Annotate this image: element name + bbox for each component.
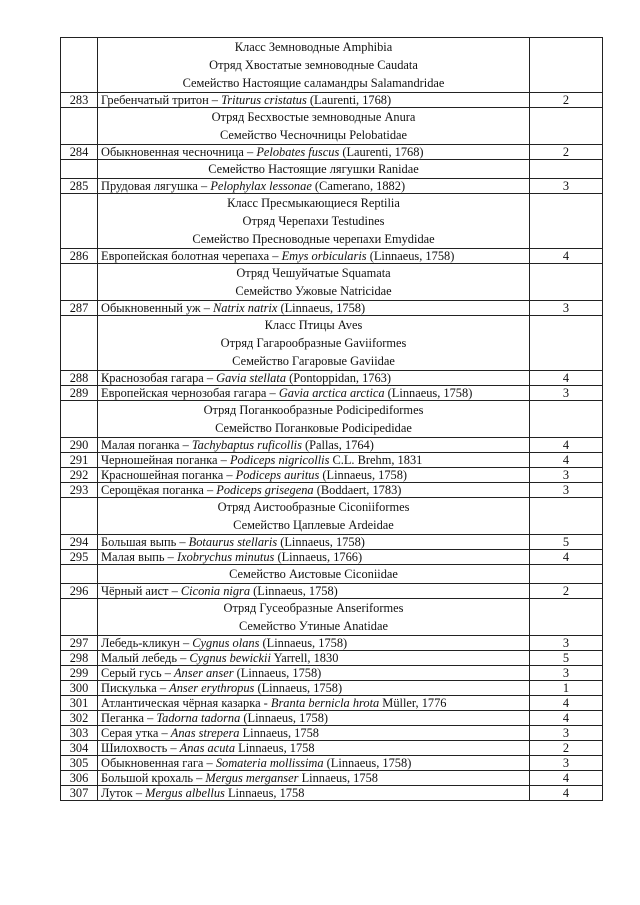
- row-number: 289: [61, 386, 98, 401]
- row-number: 291: [61, 453, 98, 468]
- taxon-line: Семейство Аистовые Ciconiidae: [229, 567, 398, 581]
- taxon-line: Отряд Чешуйчатые Squamata: [236, 266, 391, 280]
- status-category: 5: [530, 535, 603, 550]
- common-name: Пискулька –: [101, 681, 170, 695]
- common-name: Большая выпь –: [101, 535, 189, 549]
- species-name: [98, 483, 530, 498]
- latin-name: Anas acuta: [179, 741, 236, 755]
- author-citation: (Linnaeus, 1758): [319, 468, 408, 482]
- common-name: Краснозобая гагара –: [101, 371, 217, 385]
- row-number: 284: [61, 145, 98, 160]
- taxon-line: Семейство Чесночницы Pelobatidae: [219, 128, 408, 142]
- latin-name: Tachybaptus ruficollis: [191, 438, 302, 452]
- empty-cell: [530, 401, 603, 438]
- row-number: 287: [61, 301, 98, 316]
- empty-cell: [61, 194, 98, 249]
- latin-name: Branta bernicla hrota: [270, 696, 380, 710]
- status-category: 3: [530, 636, 603, 651]
- common-name: Обыкновенная чесночница –: [101, 145, 257, 159]
- author-citation: (Pallas, 1764): [301, 438, 374, 452]
- taxon-header-row: [61, 108, 603, 145]
- author-citation: (Linnaeus, 1758): [254, 681, 343, 695]
- row-number: 305: [61, 756, 98, 771]
- latin-name: Somateria mollissima: [215, 756, 324, 770]
- taxon-line: Класс Земноводные Amphibia: [234, 40, 393, 54]
- taxon-header-row: [61, 316, 603, 371]
- species-row: [61, 711, 603, 726]
- author-citation: C.L. Brehm, 1831: [329, 453, 423, 467]
- author-citation: Müller, 1776: [379, 696, 447, 710]
- latin-name: Cygnus bewickii: [189, 651, 271, 665]
- species-row: [61, 550, 603, 565]
- row-number: 286: [61, 249, 98, 264]
- empty-cell: [530, 316, 603, 371]
- taxon-header-row: [61, 599, 603, 636]
- status-category: 4: [530, 438, 603, 453]
- species-row: [61, 93, 603, 108]
- author-citation: Linnaeus, 1758: [224, 786, 305, 800]
- taxon-line: Семейство Настоящие саламандры Salamandridae: [182, 76, 445, 90]
- species-row: [61, 651, 603, 666]
- common-name: Прудовая лягушка –: [101, 179, 211, 193]
- empty-cell: [61, 498, 98, 535]
- taxon-header: [98, 264, 530, 301]
- latin-name: Gavia arctica arctica: [278, 386, 385, 400]
- taxon-header-row: [61, 401, 603, 438]
- taxon-line: Отряд Аистообразные Ciconiiformes: [217, 500, 410, 514]
- common-name: Европейская чернозобая гагара –: [101, 386, 279, 400]
- taxon-line: Семейство Пресноводные черепахи Emydidae: [192, 232, 435, 246]
- row-number: 299: [61, 666, 98, 681]
- taxon-line: Семейство Цаплевые Ardeidae: [233, 518, 394, 532]
- taxon-header: [98, 498, 530, 535]
- common-name: Луток –: [101, 786, 146, 800]
- latin-name: Podiceps nigricollis: [229, 453, 330, 467]
- author-citation: (Linnaeus, 1758): [233, 666, 322, 680]
- latin-name: Ciconia nigra: [180, 584, 251, 598]
- status-category: 3: [530, 386, 603, 401]
- common-name: Атлантическая чёрная казарка -: [101, 696, 271, 710]
- common-name: Обыкновенная гага –: [101, 756, 216, 770]
- species-row: [61, 145, 603, 160]
- taxon-line: Семейство Утиные Anatidae: [239, 619, 388, 633]
- taxon-line: Отряд Поганкообразные Podicipediformes: [203, 403, 424, 417]
- status-category: 3: [530, 666, 603, 681]
- taxon-line: Семейство Поганковые Podicipedidae: [215, 421, 412, 435]
- status-category: 4: [530, 371, 603, 386]
- species-row: [61, 249, 603, 264]
- latin-name: Podiceps grisegena: [216, 483, 314, 497]
- status-category: 3: [530, 179, 603, 194]
- taxon-header-row: [61, 194, 603, 249]
- status-category: 4: [530, 696, 603, 711]
- empty-cell: [530, 498, 603, 535]
- common-name: Черношейная поганка –: [101, 453, 230, 467]
- author-citation: (Linnaeus, 1758): [277, 301, 366, 315]
- author-citation: (Linnaeus, 1758): [240, 711, 329, 725]
- author-citation: (Camerano, 1882): [311, 179, 406, 193]
- empty-cell: [530, 565, 603, 584]
- taxon-line: Семейство Ужовые Natricidae: [235, 284, 392, 298]
- status-category: 4: [530, 786, 603, 801]
- row-number: 304: [61, 741, 98, 756]
- latin-name: Ixobrychus minutus: [176, 550, 275, 564]
- latin-name: Natrix natrix: [213, 301, 278, 315]
- species-name: [98, 535, 530, 550]
- author-citation: (Linnaeus, 1766): [274, 550, 363, 564]
- common-name: Шилохвость –: [101, 741, 180, 755]
- author-citation: (Linnaeus, 1758): [259, 636, 348, 650]
- empty-cell: [61, 401, 98, 438]
- author-citation: Yarrell, 1830: [270, 651, 339, 665]
- latin-name: Anser erythropus: [169, 681, 255, 695]
- species-row: [61, 681, 603, 696]
- species-name: [98, 145, 530, 160]
- taxon-header-row: [61, 38, 603, 93]
- row-number: 294: [61, 535, 98, 550]
- row-number: 307: [61, 786, 98, 801]
- taxon-header: [98, 160, 530, 179]
- species-row: [61, 786, 603, 801]
- status-category: 4: [530, 249, 603, 264]
- status-category: 5: [530, 651, 603, 666]
- taxon-header-row: [61, 498, 603, 535]
- common-name: Малая поганка –: [101, 438, 192, 452]
- latin-name: Pelophylax lessonae: [210, 179, 312, 193]
- empty-cell: [530, 194, 603, 249]
- common-name: Малая выпь –: [101, 550, 177, 564]
- row-number: 285: [61, 179, 98, 194]
- row-number: 302: [61, 711, 98, 726]
- latin-name: Botaurus stellaris: [188, 535, 278, 549]
- author-citation: (Linnaeus, 1758): [323, 756, 412, 770]
- species-name: [98, 584, 530, 599]
- empty-cell: [61, 38, 98, 93]
- status-category: 4: [530, 453, 603, 468]
- row-number: 293: [61, 483, 98, 498]
- author-citation: Linnaeus, 1758: [239, 726, 319, 740]
- row-number: 306: [61, 771, 98, 786]
- status-category: 4: [530, 771, 603, 786]
- status-category: 3: [530, 301, 603, 316]
- author-citation: (Boddaert, 1783): [313, 483, 402, 497]
- taxon-line: Класс Птицы Aves: [264, 318, 363, 332]
- status-category: 2: [530, 584, 603, 599]
- row-number: 290: [61, 438, 98, 453]
- species-name: [98, 756, 530, 771]
- latin-name: Emys orbicularis: [281, 249, 367, 263]
- species-row: [61, 453, 603, 468]
- species-row: [61, 584, 603, 599]
- author-citation: (Laurenti, 1768): [306, 93, 392, 107]
- species-name: [98, 93, 530, 108]
- row-number: 297: [61, 636, 98, 651]
- empty-cell: [61, 108, 98, 145]
- species-name: [98, 386, 530, 401]
- empty-cell: [530, 160, 603, 179]
- species-name: [98, 786, 530, 801]
- common-name: Обыкновенный уж –: [101, 301, 213, 315]
- common-name: Малый лебедь –: [101, 651, 190, 665]
- taxon-header-row: [61, 565, 603, 584]
- latin-name: Mergus merganser: [205, 771, 299, 785]
- status-category: 4: [530, 711, 603, 726]
- latin-name: Podiceps auritus: [235, 468, 320, 482]
- status-category: 2: [530, 93, 603, 108]
- latin-name: Triturus cristatus: [221, 93, 307, 107]
- row-number: 301: [61, 696, 98, 711]
- taxon-header: [98, 38, 530, 93]
- taxon-header-row: [61, 264, 603, 301]
- species-row: [61, 301, 603, 316]
- status-category: 3: [530, 468, 603, 483]
- latin-name: Tadorna tadorna: [156, 711, 241, 725]
- common-name: Гребенчатый тритон –: [101, 93, 222, 107]
- species-name: [98, 651, 530, 666]
- empty-cell: [530, 38, 603, 93]
- author-citation: (Pontoppidan, 1763): [286, 371, 392, 385]
- species-row: [61, 771, 603, 786]
- species-name: [98, 726, 530, 741]
- common-name: Серощёкая поганка –: [101, 483, 217, 497]
- empty-cell: [530, 264, 603, 301]
- row-number: 288: [61, 371, 98, 386]
- species-name: [98, 468, 530, 483]
- species-name: [98, 453, 530, 468]
- latin-name: Cygnus olans: [192, 636, 260, 650]
- status-category: 2: [530, 145, 603, 160]
- author-citation: (Linnaeus, 1758): [384, 386, 473, 400]
- common-name: Пеганка –: [101, 711, 157, 725]
- author-citation: (Linnaeus, 1758): [277, 535, 365, 549]
- species-row: [61, 386, 603, 401]
- empty-cell: [61, 599, 98, 636]
- common-name: Серый гусь –: [101, 666, 174, 680]
- taxon-line: Отряд Бесхвостые земноводные Anura: [211, 110, 416, 124]
- status-category: 3: [530, 756, 603, 771]
- species-row: [61, 179, 603, 194]
- author-citation: Linnaeus, 1758: [235, 741, 315, 755]
- latin-name: Anas strepera: [170, 726, 240, 740]
- row-number: 296: [61, 584, 98, 599]
- taxon-header: [98, 194, 530, 249]
- species-name: [98, 179, 530, 194]
- taxon-header: [98, 565, 530, 584]
- taxon-header: [98, 108, 530, 145]
- common-name: Лебедь-кликун –: [101, 636, 193, 650]
- taxon-header: [98, 401, 530, 438]
- taxon-line: Класс Пресмыкающиеся Reptilia: [227, 196, 400, 210]
- status-category: 4: [530, 550, 603, 565]
- species-row: [61, 636, 603, 651]
- species-row: [61, 438, 603, 453]
- row-number: 298: [61, 651, 98, 666]
- species-row: [61, 371, 603, 386]
- empty-cell: [530, 599, 603, 636]
- species-name: [98, 741, 530, 756]
- taxon-line: Семейство Гагаровые Gaviidae: [232, 354, 395, 368]
- author-citation: Linnaeus, 1758: [298, 771, 378, 785]
- taxon-header: [98, 316, 530, 371]
- species-name: [98, 249, 530, 264]
- empty-cell: [530, 108, 603, 145]
- taxon-header: [98, 599, 530, 636]
- latin-name: Gavia stellata: [216, 371, 287, 385]
- status-category: 2: [530, 741, 603, 756]
- latin-name: Anser anser: [173, 666, 234, 680]
- empty-cell: [61, 264, 98, 301]
- species-name: [98, 301, 530, 316]
- species-name: [98, 696, 530, 711]
- author-citation: (Linnaeus, 1758): [250, 584, 338, 598]
- taxon-line: Семейство Настоящие лягушки Ranidae: [208, 162, 419, 176]
- species-name: [98, 438, 530, 453]
- species-name: [98, 636, 530, 651]
- common-name: Большой крохаль –: [101, 771, 206, 785]
- common-name: Красношейная поганка –: [101, 468, 236, 482]
- status-category: 3: [530, 726, 603, 741]
- empty-cell: [61, 565, 98, 584]
- empty-cell: [61, 316, 98, 371]
- species-row: [61, 535, 603, 550]
- species-row: [61, 483, 603, 498]
- row-number: 303: [61, 726, 98, 741]
- status-category: 3: [530, 483, 603, 498]
- common-name: Серая утка –: [101, 726, 171, 740]
- latin-name: Mergus albellus: [145, 786, 225, 800]
- author-citation: (Linnaeus, 1758): [366, 249, 455, 263]
- species-row: [61, 726, 603, 741]
- species-row: [61, 696, 603, 711]
- species-row: [61, 741, 603, 756]
- species-name: [98, 771, 530, 786]
- species-table: [60, 37, 603, 801]
- row-number: 292: [61, 468, 98, 483]
- species-name: [98, 666, 530, 681]
- species-name: [98, 711, 530, 726]
- common-name: Чёрный аист –: [101, 584, 181, 598]
- row-number: 300: [61, 681, 98, 696]
- taxon-line: Отряд Черепахи Testudines: [242, 214, 385, 228]
- species-name: [98, 550, 530, 565]
- row-number: 295: [61, 550, 98, 565]
- author-citation: (Laurenti, 1768): [339, 145, 424, 159]
- taxon-line: Отряд Хвостатые земноводные Caudata: [209, 58, 418, 72]
- taxon-header-row: [61, 160, 603, 179]
- species-row: [61, 666, 603, 681]
- species-name: [98, 371, 530, 386]
- taxon-line: Отряд Гусеобразные Anseriformes: [223, 601, 404, 615]
- species-name: [98, 681, 530, 696]
- common-name: Европейская болотная черепаха –: [101, 249, 282, 263]
- species-row: [61, 756, 603, 771]
- status-category: 1: [530, 681, 603, 696]
- taxon-line: Отряд Гагарообразные Gaviiformes: [220, 336, 407, 350]
- species-row: [61, 468, 603, 483]
- row-number: 283: [61, 93, 98, 108]
- latin-name: Pelobates fuscus: [256, 145, 340, 159]
- empty-cell: [61, 160, 98, 179]
